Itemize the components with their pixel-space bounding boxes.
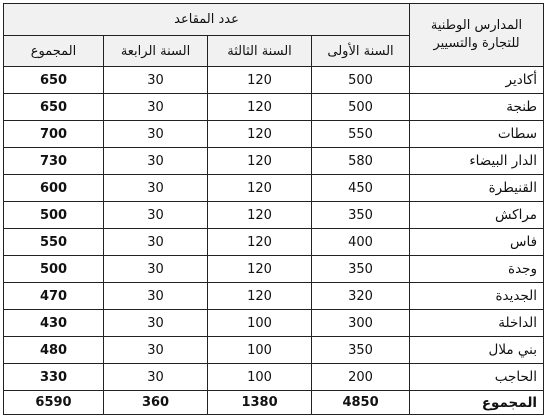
table-row: [4, 256, 544, 283]
row-total: 430: [4, 310, 104, 337]
row-year3: 120: [208, 283, 312, 310]
totals-row: [4, 391, 544, 415]
schools-header-line2: للتجارة والتسيير: [433, 36, 520, 51]
row-year4: 30: [104, 202, 208, 229]
row-year3: 100: [208, 310, 312, 337]
row-year4: 30: [104, 67, 208, 94]
row-year3: 120: [208, 148, 312, 175]
row-city: الحاجب: [410, 364, 544, 391]
seats-table-body: [4, 67, 544, 391]
table-row: [4, 283, 544, 310]
row-year1: 500: [312, 94, 410, 121]
year3-column-header: السنة الثالثة: [208, 36, 312, 67]
row-city: الداخلة: [410, 310, 544, 337]
row-year4: 30: [104, 121, 208, 148]
row-city: طنجة: [410, 94, 544, 121]
row-year4: 30: [104, 256, 208, 283]
year4-column-header: السنة الرابعة: [104, 36, 208, 67]
table-row: [4, 121, 544, 148]
row-year1: 200: [312, 364, 410, 391]
total-column-header: المجموع: [4, 36, 104, 67]
table-row: [4, 67, 544, 94]
row-year3: 120: [208, 121, 312, 148]
seats-table: [3, 3, 544, 415]
row-year3: 120: [208, 256, 312, 283]
row-year1: 300: [312, 310, 410, 337]
totals-year1: 4850: [312, 391, 410, 415]
table-row: [4, 202, 544, 229]
table-row: [4, 94, 544, 121]
row-total: 500: [4, 256, 104, 283]
row-year4: 30: [104, 94, 208, 121]
row-total: 650: [4, 94, 104, 121]
table-row: [4, 337, 544, 364]
row-year1: 450: [312, 175, 410, 202]
row-total: 480: [4, 337, 104, 364]
row-total: 730: [4, 148, 104, 175]
row-city: وجدة: [410, 256, 544, 283]
row-total: 550: [4, 229, 104, 256]
row-year4: 30: [104, 310, 208, 337]
row-year1: 580: [312, 148, 410, 175]
row-city: بني ملال: [410, 337, 544, 364]
table-row: [4, 148, 544, 175]
row-year3: 120: [208, 67, 312, 94]
row-year3: 100: [208, 337, 312, 364]
row-year3: 100: [208, 364, 312, 391]
row-year4: 30: [104, 175, 208, 202]
row-city: فاس: [410, 229, 544, 256]
row-year3: 120: [208, 175, 312, 202]
row-city: القنيطرة: [410, 175, 544, 202]
row-total: 650: [4, 67, 104, 94]
row-city: أكادير: [410, 67, 544, 94]
row-year3: 120: [208, 94, 312, 121]
row-year3: 120: [208, 229, 312, 256]
row-total: 600: [4, 175, 104, 202]
row-city: مراكش: [410, 202, 544, 229]
totals-year3: 1380: [208, 391, 312, 415]
totals-year4: 360: [104, 391, 208, 415]
row-total: 500: [4, 202, 104, 229]
row-year1: 350: [312, 337, 410, 364]
table-row: [4, 229, 544, 256]
row-year4: 30: [104, 148, 208, 175]
row-year4: 30: [104, 337, 208, 364]
row-year1: 400: [312, 229, 410, 256]
row-year1: 350: [312, 256, 410, 283]
table-row: [4, 310, 544, 337]
row-city: سطات: [410, 121, 544, 148]
row-year1: 350: [312, 202, 410, 229]
row-year4: 30: [104, 283, 208, 310]
schools-header-line1: المدارس الوطنية: [430, 18, 523, 34]
row-year4: 30: [104, 364, 208, 391]
row-year1: 500: [312, 67, 410, 94]
row-year1: 320: [312, 283, 410, 310]
row-city: الجديدة: [410, 283, 544, 310]
row-year3: 120: [208, 202, 312, 229]
totals-total: 6590: [4, 391, 104, 415]
row-year1: 550: [312, 121, 410, 148]
seats-table-container: [3, 3, 543, 415]
year1-column-header: السنة الأولى: [312, 36, 410, 67]
table-row: [4, 364, 544, 391]
table-row: [4, 175, 544, 202]
row-total: 700: [4, 121, 104, 148]
row-total: 330: [4, 364, 104, 391]
seats-group-header: عدد المقاعد: [4, 4, 410, 36]
row-city: الدار البيضاء: [410, 148, 544, 175]
row-total: 470: [4, 283, 104, 310]
schools-column-header: [410, 4, 544, 67]
row-year4: 30: [104, 229, 208, 256]
totals-label: المجموع: [410, 391, 544, 415]
